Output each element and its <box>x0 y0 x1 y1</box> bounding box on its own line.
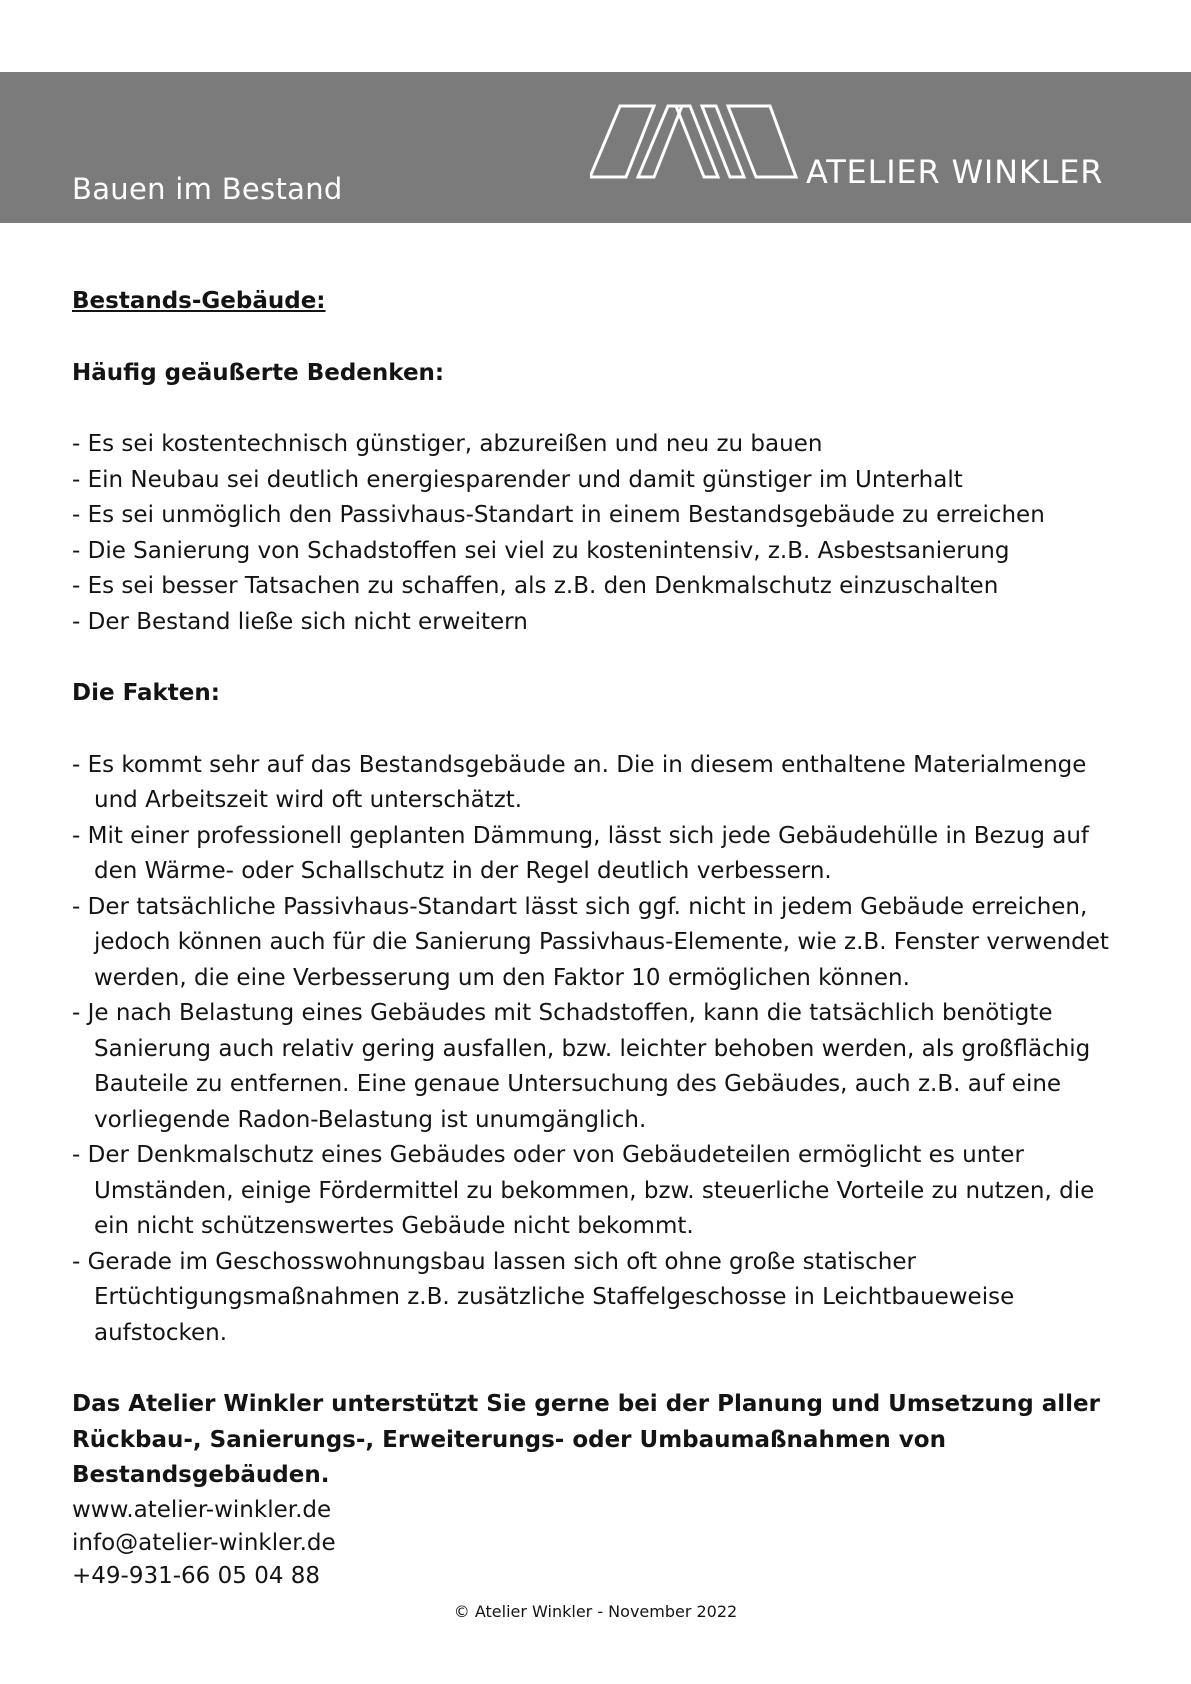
facts-list <box>72 748 1132 1352</box>
phone-number: +49-931-66 05 04 88 <box>72 1563 321 1589</box>
list-item: - Die Sanierung von Schadstoffen sei viel zu kostenintensiv, z.B. Asbestsanierung <box>72 537 1010 564</box>
list-item: - Gerade im Geschosswohnungsbau lassen sich oft ohne große statischer Ertüchtigungsmaßnahmen z.B. zusätzliche Staffelgeschosse in Leichtbaueweise aufstocken. <box>72 1248 1015 1346</box>
list-item: - Es sei kostentechnisch günstiger, abzureißen und neu zu bauen <box>72 431 823 457</box>
list-item: - Es sei besser Tatsachen zu schaffen, als z.B. den Denkmalschutz einzuschalten <box>72 573 999 599</box>
closing-statement: Das Atelier Winkler unterstützt Sie gerne bei der Planung und Umsetzung aller Rückbau-, Sanierungs-, Erweiterungs- oder Umbaumaßnahmen von Bestandsgebäuden. <box>72 1391 1100 1488</box>
list-item: - Es kommt sehr auf das Bestandsgebäude an. Die in diesem enthaltene Materialmenge und Arbeitszeit wird oft unterschätzt. <box>72 751 1087 813</box>
contact-block <box>72 1494 336 1593</box>
list-item: - Der Bestand ließe sich nicht erweitern <box>72 608 528 635</box>
list-item: - Der Denkmalschutz eines Gebäudes oder von Gebäudeteilen ermöglicht es unter Umständen, einige Fördermittel zu bekommen, bzw. steuerliche Vorteile zu nutzen, die ein nicht schützenswertes Gebäude nicht bekommt. <box>72 1142 1095 1239</box>
copyright-footer: © Atelier Winkler - November 2022 <box>453 1602 738 1621</box>
section-heading-bestand: Bestands-Gebäude: <box>72 288 326 314</box>
concerns-list <box>72 427 1132 640</box>
email-link[interactable]: info@atelier-winkler.de <box>72 1530 336 1556</box>
list-item: - Der tatsächliche Passivhaus-Standart lässt sich ggf. nicht in jedem Gebäude erreichen, jedoch können auch für die Sanierung Passivhaus-Elemente, wie z.B. Fenster verwendet werden, die eine Verbesserung um den Faktor 10 ermöglichen können. <box>72 893 1109 991</box>
logo-wordmark: ATELIER WINKLER <box>806 153 1104 191</box>
page-title: Bauen im Bestand <box>72 172 343 206</box>
list-item: - Ein Neubau sei deutlich energiesparender und damit günstiger im Unterhalt <box>72 466 963 493</box>
concerns-title: Häufig geäußerte Bedenken: <box>72 359 445 386</box>
website-link[interactable]: www.atelier-winkler.de <box>72 1497 332 1523</box>
atelier-winkler-logo-icon <box>590 104 805 184</box>
main-content <box>72 284 1132 1494</box>
list-item: - Je nach Belastung eines Gebäudes mit Schadstoffen, kann die tatsächlich benötigte Sanierung auch relativ gering ausfallen, bzw. leichter behoben werden, als großflächig Bauteile zu entfernen. Eine genaue Untersuchung des Gebäudes, auch z.B. auf eine vorliegende Radon-Belastung ist unumgänglich. <box>72 1000 1091 1133</box>
facts-title: Die Fakten: <box>72 680 220 706</box>
list-item: - Es sei unmöglich den Passivhaus-Standart in einem Bestandsgebäude zu erreichen <box>72 502 1045 528</box>
list-item: - Mit einer professionell geplanten Dämmung, lässt sich jede Gebäudehülle in Bezug auf den Wärme- oder Schallschutz in der Regel deutlich verbessern. <box>72 822 1089 884</box>
